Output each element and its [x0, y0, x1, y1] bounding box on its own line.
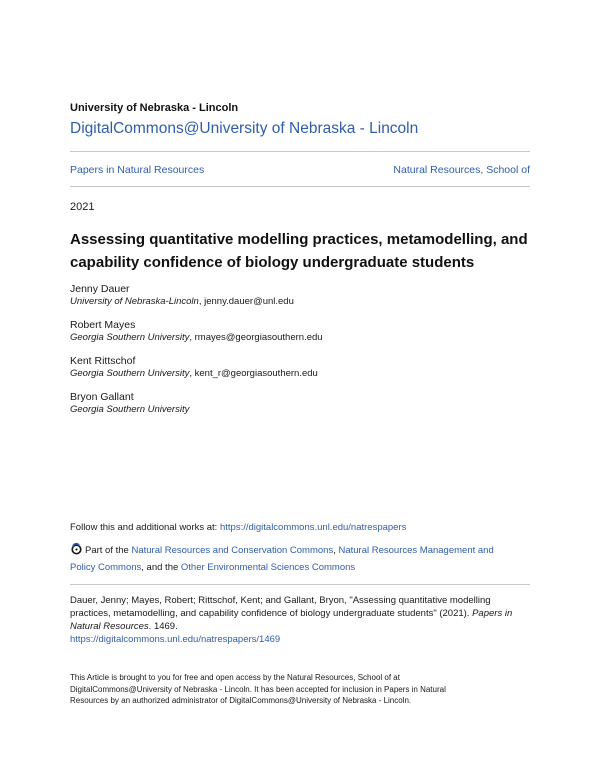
citation-journal: Natural Resources: [70, 621, 149, 632]
commons-link-management[interactable]: Natural Resources Management and: [338, 545, 494, 556]
notice-line: DigitalCommons@University of Nebraska - Lincoln. It has been accepted for inclusion in Papers in Natural: [70, 684, 446, 694]
publication-year: 2021: [70, 201, 95, 213]
part-of-prefix: Part of the: [85, 545, 132, 556]
citation-line: [70, 607, 530, 620]
author-block: [70, 355, 318, 379]
affiliation-text: Georgia Southern University: [70, 404, 190, 415]
author-name: Kent Rittschof: [70, 355, 136, 367]
article-title-line: capability confidence of biology undergraduate students: [70, 254, 475, 271]
author-affiliation: [70, 332, 323, 343]
series-link-papers[interactable]: Papers in Natural Resources: [70, 164, 205, 176]
author-block: [70, 391, 189, 415]
author-email: , jenny.dauer@unl.edu: [198, 296, 294, 307]
author-name: Robert Mayes: [70, 319, 136, 331]
divider-nav: [70, 186, 530, 187]
follow-line: [70, 522, 406, 533]
author-email: , kent_r@georgiasouthern.edu: [189, 368, 318, 379]
part-of-commons: [70, 542, 530, 576]
collection-url-link[interactable]: https://digitalcommons.unl.edu/natrespapers: [219, 522, 407, 533]
access-notice: [70, 672, 530, 707]
citation-url-link[interactable]: https://digitalcommons.unl.edu/natrespapers/1469: [70, 634, 281, 645]
author-name: Jenny Dauer: [70, 283, 130, 295]
notice-line: Resources by an authorized administrator of DigitalCommons@University of Nebraska - Lincoln.: [70, 696, 412, 705]
author-affiliation: [70, 404, 189, 415]
article-title-line: Assessing quantitative modelling practices, metamodelling, and: [70, 231, 528, 248]
affiliation-text: University of Nebraska-Lincoln: [70, 296, 199, 307]
repository-link[interactable]: DigitalCommons@University of Nebraska - Lincoln: [70, 120, 419, 137]
notice-line: This Article is brought to you for free and open access by the Natural Resources, School of at: [70, 673, 400, 682]
author-affiliation: [70, 368, 318, 379]
author-email: , rmayes@georgiasouthern.edu: [189, 332, 323, 343]
citation-journal: Papers in: [472, 608, 513, 619]
citation-number: . 1469.: [148, 621, 178, 632]
commons-link-conservation[interactable]: Natural Resources and Conservation Commons: [131, 545, 334, 556]
recommended-citation: [70, 594, 530, 646]
open-access-icon: [70, 542, 83, 555]
commons-link-environmental[interactable]: Other Environmental Sciences Commons: [180, 561, 356, 573]
citation-line: [70, 620, 530, 633]
author-name: Bryon Gallant: [70, 391, 134, 403]
citation-text: practices, metamodelling, and capability confidence of biology undergraduate students" (2021).: [70, 608, 473, 619]
article-title: [70, 228, 530, 274]
author-block: [70, 319, 323, 343]
commons-link-management-cont[interactable]: Policy Commons: [70, 561, 142, 573]
citation-line: Dauer, Jenny; Mayes, Robert; Rittschof, Kent; and Gallant, Bryon, "Assessing quantitative modelling: [70, 595, 491, 606]
divider-citation: [70, 584, 530, 585]
part-of-separator: ,: [333, 545, 339, 556]
institution-name: University of Nebraska - Lincoln: [70, 102, 239, 114]
affiliation-text: Georgia Southern University: [70, 368, 190, 379]
affiliation-text: Georgia Southern University: [70, 332, 190, 343]
divider-top: [70, 151, 530, 152]
series-link-school[interactable]: Natural Resources, School of: [393, 164, 530, 176]
part-of-separator: , and the: [141, 561, 181, 573]
author-affiliation: [70, 296, 294, 307]
follow-text: Follow this and additional works at:: [70, 522, 220, 533]
author-block: [70, 283, 294, 307]
